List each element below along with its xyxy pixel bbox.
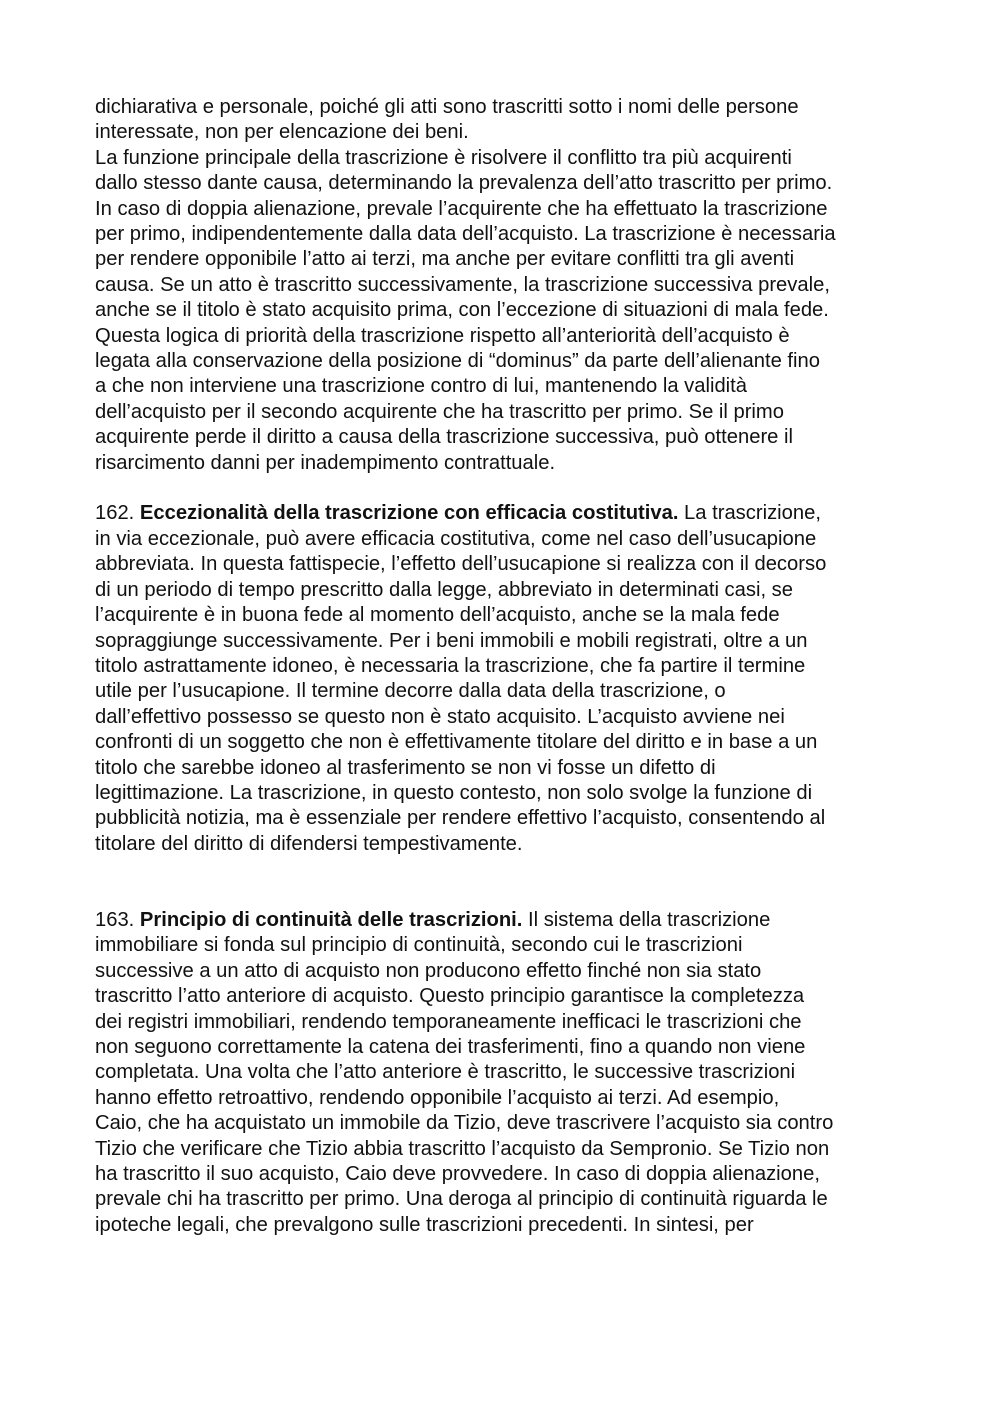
text-line: l’acquirente è in buona fede al momento dell’acquisto, anche se la mala fede — [95, 604, 780, 627]
text-line: dall’effettivo possesso se questo non è stato acquisito. L’acquisto avviene nei — [95, 705, 785, 728]
text-line: sopraggiunge successivamente. Per i beni immobili e mobili registrati, oltre a un — [95, 629, 808, 652]
text-line: ha trascritto il suo acquisto, Caio deve provvedere. In caso di doppia alienazione, — [95, 1163, 820, 1186]
text-line: Questa logica di priorità della trascrizione rispetto all’anteriorità dell’acquisto è — [95, 324, 790, 347]
text-line: dei registri immobiliari, rendendo temporaneamente inefficaci le trascrizioni che — [95, 1010, 802, 1033]
text-line: pubblicità notizia, ma è essenziale per rendere effettivo l’acquisto, consentendo al — [95, 807, 826, 830]
text-line: causa. Se un atto è trascritto successivamente, la trascrizione successiva prevale, — [95, 273, 830, 296]
text-line: completata. Una volta che l’atto anteriore è trascritto, le successive trascrizioni — [95, 1061, 796, 1084]
section-163 — [95, 908, 915, 1238]
text-line: titolo astrattamente idoneo, è necessaria la trascrizione, che fa partire il termine — [95, 654, 806, 677]
text-line: anche se il titolo è stato acquisito prima, con l’eccezione di situazioni di mala fede. — [95, 299, 829, 322]
text-line: acquirente perde il diritto a causa della trascrizione successiva, può ottenere il — [95, 426, 793, 449]
document-page — [95, 95, 915, 1238]
text-line: immobiliare si fonda sul principio di continuità, secondo cui le trascrizioni — [95, 934, 743, 957]
text-line: In caso di doppia alienazione, prevale l’acquirente che ha effettuato la trascrizione — [95, 197, 828, 220]
section-text: La trascrizione, — [678, 502, 821, 525]
text-line: trascritto l’atto anteriore di acquisto. Questo principio garantisce la completezza — [95, 985, 805, 1008]
text-line: in via eccezionale, può avere efficacia costitutiva, come nel caso dell’usucapione — [95, 527, 817, 550]
text-line: utile per l’usucapione. Il termine decorre dalla data della trascrizione, o — [95, 680, 726, 703]
text-line: non seguono correttamente la catena dei trasferimenti, fino a quando non viene — [95, 1036, 806, 1058]
text-line: abbreviata. In questa fattispecie, l’effetto dell’usucapione si realizza con il decorso — [95, 553, 827, 576]
text-line: Caio, che ha acquistato un immobile da Tizio, deve trascrivere l’acquisto sia contro — [95, 1112, 834, 1135]
text-line: confronti di un soggetto che non è effettivamente titolare del diritto e in base a un — [95, 731, 818, 754]
text-line: successive a un atto di acquisto non producono effetto finché non sia stato — [95, 959, 762, 982]
section-162 — [95, 501, 915, 857]
text-line: a che non interviene una trascrizione contro di lui, mantenendo la validità — [95, 375, 748, 398]
text-line: risarcimento danni per inadempimento contrattuale. — [95, 451, 556, 474]
text-line: dallo stesso dante causa, determinando la prevalenza dell’atto trascritto per primo. — [95, 172, 833, 195]
text-line: per primo, indipendentemente dalla data dell’acquisto. La trascrizione è necessaria — [95, 223, 836, 246]
text-line: hanno effetto retroattivo, rendendo opponibile l’acquisto ai terzi. Ad esempio, — [95, 1086, 780, 1109]
text-line: dell’acquisto per il secondo acquirente che ha trascritto per primo. Se il primo — [95, 400, 784, 423]
section-163-body — [95, 933, 915, 1238]
paragraph-intro — [95, 95, 915, 476]
text-line: titolare del diritto di difendersi tempestivamente. — [95, 832, 523, 855]
section-spacer — [95, 857, 915, 908]
section-heading: Principio di continuità delle trascrizioni. — [139, 908, 523, 931]
text-line: titolo che sarebbe idoneo al trasferimento se non vi fosse un difetto di — [95, 756, 716, 779]
section-162-body — [95, 527, 915, 857]
text-line: di un periodo di tempo prescritto dalla legge, abbreviato in determinati casi, se — [95, 578, 793, 601]
text-line: legata alla conservazione della posizione di “dominus” da parte dell’alienante fino — [95, 350, 820, 373]
text-line: prevale chi ha trascritto per primo. Una deroga al principio di continuità riguarda le — [95, 1188, 828, 1211]
section-heading: Eccezionalità della trascrizione con efficacia costitutiva. — [139, 502, 679, 525]
section-number: 162. — [95, 502, 140, 525]
text-line: Tizio che verificare che Tizio abbia trascritto l’acquisto da Sempronio. Se Tizio non — [95, 1137, 830, 1160]
paragraph-spacer — [95, 476, 915, 501]
section-number: 163. — [95, 908, 140, 931]
text-line: interessate, non per elencazione dei beni. — [95, 121, 469, 144]
section-163-first-line — [95, 908, 915, 933]
section-162-first-line — [95, 501, 915, 526]
section-text: Il sistema della trascrizione — [522, 908, 771, 931]
text-line: dichiarativa e personale, poiché gli atti sono trascritti sotto i nomi delle persone — [95, 96, 799, 118]
text-line: La funzione principale della trascrizione è risolvere il conflitto tra più acquirenti — [95, 146, 792, 169]
text-line: per rendere opponibile l’atto ai terzi, ma anche per evitare conflitti tra gli aventi — [95, 248, 795, 271]
text-line: legittimazione. La trascrizione, in questo contesto, non solo svolge la funzione di — [95, 781, 813, 804]
text-line: ipoteche legali, che prevalgono sulle trascrizioni precedenti. In sintesi, per — [95, 1213, 754, 1236]
